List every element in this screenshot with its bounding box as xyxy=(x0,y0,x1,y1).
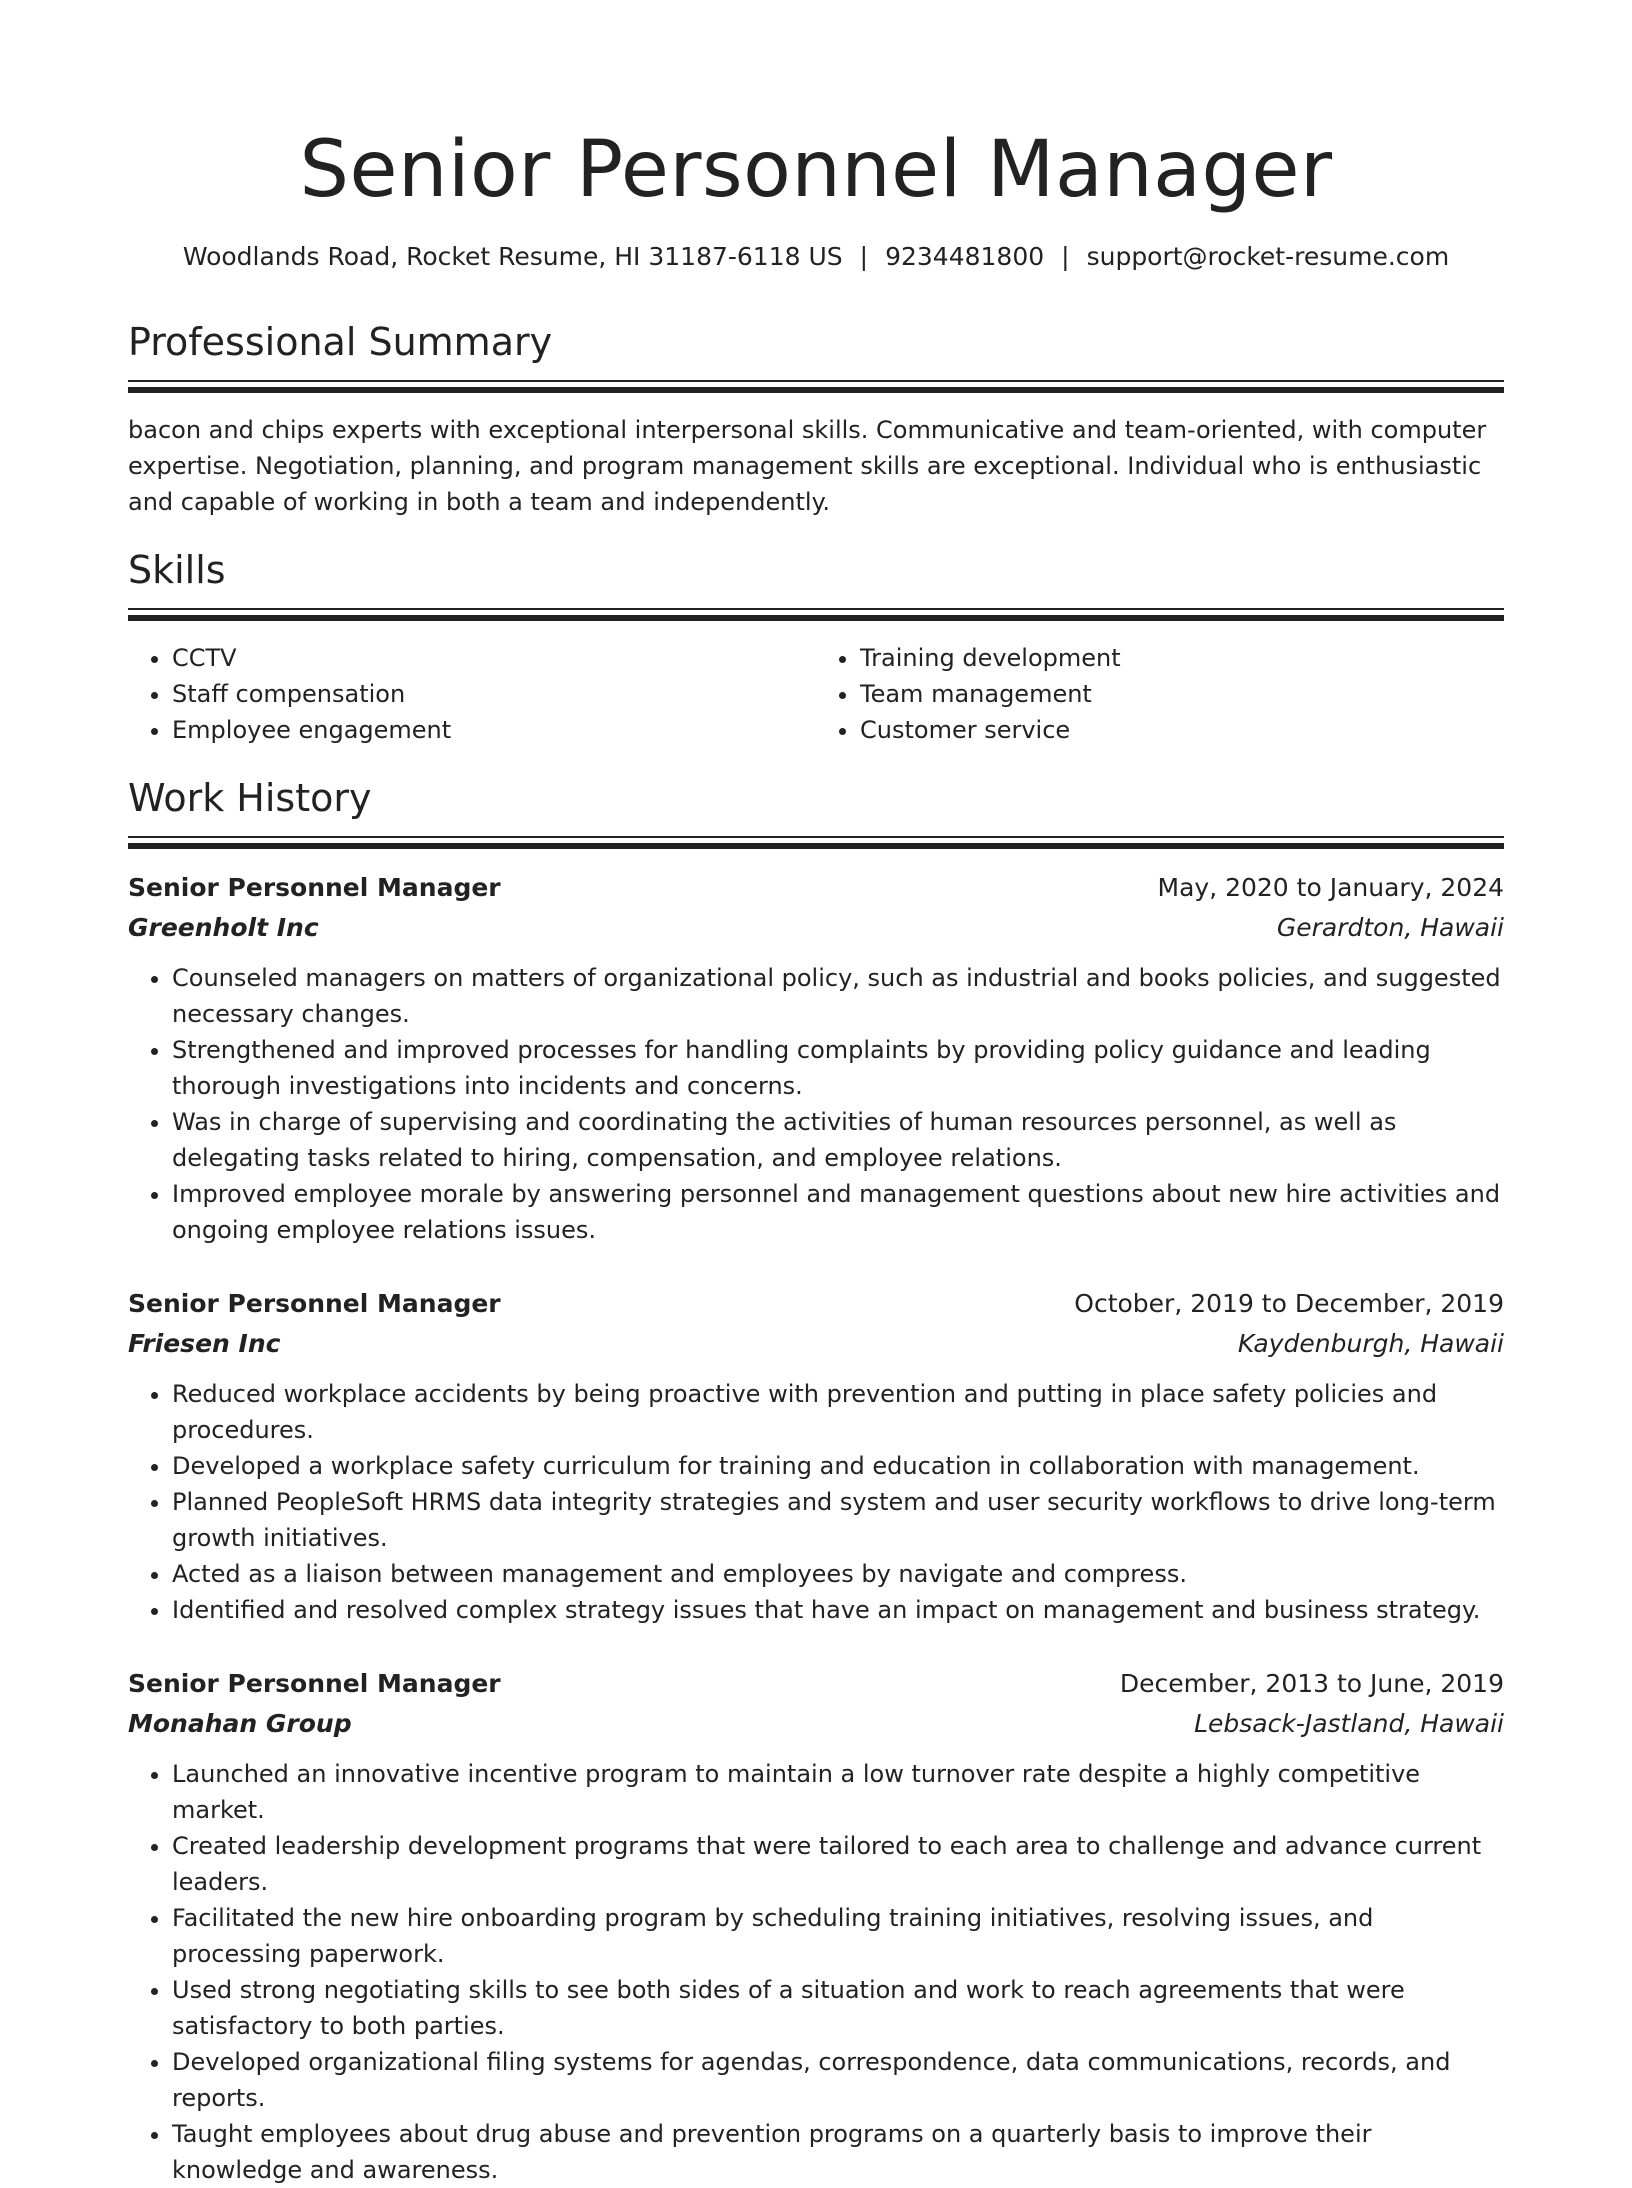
summary-text: bacon and chips experts with exceptional interpersonal skills. Communicative and team-oriented, with computer expertise. Negotiation, planning, and program management skills are exceptional. Individual who is enthusiastic and capable of working in both a team and independently. xyxy=(128,416,1487,516)
job-title: Senior Personnel Manager xyxy=(128,1289,501,1318)
section-divider xyxy=(128,380,1504,394)
job-company: Greenholt Inc xyxy=(128,913,319,942)
skill-item: • Team management xyxy=(860,676,1504,712)
job-bullet: • Facilitated the new hire onboarding program by scheduling training initiatives, resolving issues, and processing paperwork. xyxy=(172,1900,1504,1972)
summary-section xyxy=(128,318,1504,520)
job-bullets xyxy=(128,1756,1504,2188)
job-entry xyxy=(128,868,1504,1248)
work-history-section xyxy=(128,774,1504,2188)
job-bullet: • Used strong negotiating skills to see both sides of a situation and work to reach agreements that were satisfactory to both parties. xyxy=(172,1972,1504,2044)
skills-section xyxy=(128,546,1504,748)
skills-heading: Skills xyxy=(128,548,226,592)
contact-phone: 9234481800 xyxy=(885,242,1045,271)
job-company-row xyxy=(128,908,1504,948)
skills-list-right xyxy=(816,640,1504,748)
skill-item: • Employee engagement xyxy=(172,712,816,748)
job-bullet: • Counseled managers on matters of organizational policy, such as industrial and books policies, and suggested necessary changes. xyxy=(172,960,1504,1032)
skills-list-left xyxy=(128,640,816,748)
contact-address: Woodlands Road, Rocket Resume, HI 31187-6118 US xyxy=(182,242,843,271)
job-location: Lebsack-Jastland, Hawaii xyxy=(1194,1709,1504,1738)
job-bullet: • Developed organizational filing systems for agendas, correspondence, data communications, records, and reports. xyxy=(172,2044,1504,2116)
job-bullet: • Developed a workplace safety curriculum for training and education in collaboration with management. xyxy=(172,1448,1504,1484)
job-location: Kaydenburgh, Hawaii xyxy=(1237,1329,1504,1358)
job-bullet: • Created leadership development programs that were tailored to each area to challenge and advance current leaders. xyxy=(172,1828,1504,1900)
contact-line xyxy=(128,240,1504,274)
job-company: Monahan Group xyxy=(128,1709,352,1738)
skills-columns xyxy=(128,640,1504,748)
job-bullet: • Identified and resolved complex strategy issues that have an impact on management and business strategy. xyxy=(172,1592,1504,1628)
job-bullet: • Reduced workplace accidents by being proactive with prevention and putting in place safety policies and procedures. xyxy=(172,1376,1504,1448)
contact-email: support@rocket-resume.com xyxy=(1086,242,1450,271)
job-company-row xyxy=(128,1324,1504,1364)
job-header-row xyxy=(128,868,1504,908)
skill-item: • Training development xyxy=(860,640,1504,676)
job-bullets xyxy=(128,960,1504,1248)
job-header-row xyxy=(128,1664,1504,1704)
skill-item: • Staff compensation xyxy=(172,676,816,712)
skill-item: • Customer service xyxy=(860,712,1504,748)
job-title: Senior Personnel Manager xyxy=(128,873,501,902)
resume-name-title: Senior Personnel Manager xyxy=(299,125,1333,215)
job-bullet: • Launched an innovative incentive program to maintain a low turnover rate despite a highly competitive market. xyxy=(172,1756,1504,1828)
job-entry xyxy=(128,1664,1504,2188)
job-bullet: • Planned PeopleSoft HRMS data integrity strategies and system and user security workflows to drive long-term growth initiatives. xyxy=(172,1484,1504,1556)
job-dates: October, 2019 to December, 2019 xyxy=(1074,1289,1504,1318)
work-history-heading: Work History xyxy=(128,776,372,820)
job-dates: December, 2013 to June, 2019 xyxy=(1119,1669,1504,1698)
job-bullet: • Taught employees about drug abuse and prevention programs on a quarterly basis to improve their knowledge and awareness. xyxy=(172,2116,1504,2188)
contact-separator: | xyxy=(859,242,869,271)
contact-separator: | xyxy=(1061,242,1070,271)
job-bullet: • Was in charge of supervising and coordinating the activities of human resources personnel, as well as delegating tasks related to hiring, compensation, and employee relations. xyxy=(172,1104,1504,1176)
job-location: Gerardton, Hawaii xyxy=(1276,913,1504,942)
section-divider xyxy=(128,836,1504,850)
skill-item: • CCTV xyxy=(172,640,816,676)
section-divider xyxy=(128,608,1504,622)
job-bullets xyxy=(128,1376,1504,1628)
job-company-row xyxy=(128,1704,1504,1744)
job-dates: May, 2020 to January, 2024 xyxy=(1157,873,1504,902)
job-entry xyxy=(128,1284,1504,1628)
job-title: Senior Personnel Manager xyxy=(128,1669,501,1698)
summary-heading: Professional Summary xyxy=(128,320,553,364)
job-company: Friesen Inc xyxy=(128,1329,281,1358)
job-bullet: • Improved employee morale by answering personnel and management questions about new hire activities and ongoing employee relations issues. xyxy=(172,1176,1504,1248)
job-bullet: • Strengthened and improved processes for handling complaints by providing policy guidance and leading thorough investigations into incidents and concerns. xyxy=(172,1032,1504,1104)
job-header-row xyxy=(128,1284,1504,1324)
job-bullet: • Acted as a liaison between management and employees by navigate and compress. xyxy=(172,1556,1504,1592)
